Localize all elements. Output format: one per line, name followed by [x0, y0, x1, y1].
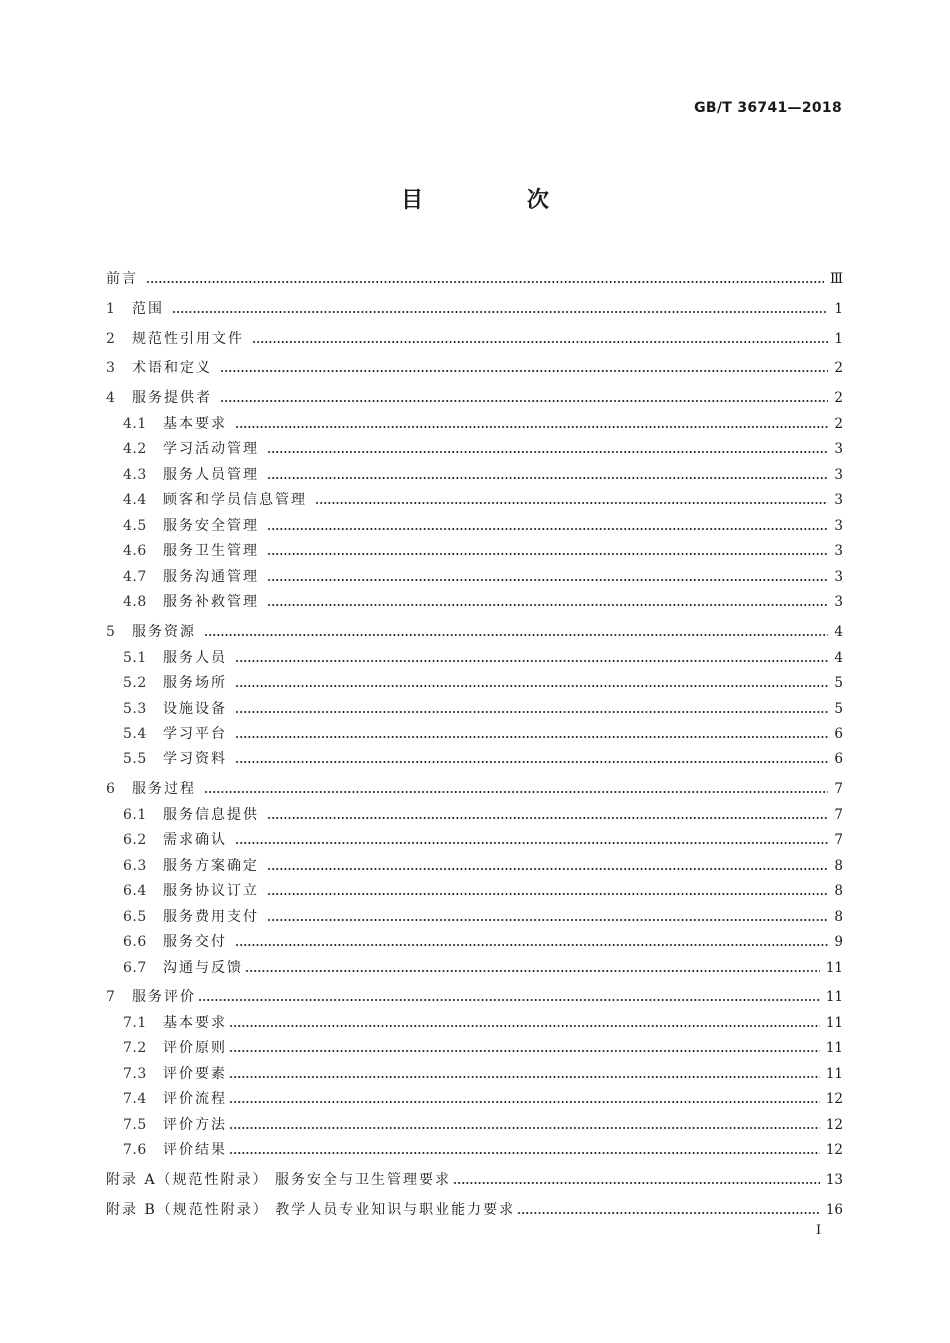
dot-leader: [267, 893, 828, 895]
toc-entry-title: 术语和定义: [132, 360, 212, 376]
toc-entry-number: 4.4: [123, 492, 147, 508]
toc-entry-number: 6: [106, 781, 116, 797]
dot-leader: [267, 477, 828, 479]
toc-entry-page: 12: [825, 1142, 843, 1158]
toc-entry[interactable]: [106, 957, 843, 979]
toc-entry-page: 1: [834, 331, 843, 347]
toc-entry-title: 服务提供者: [132, 390, 212, 406]
toc-entry-page: 2: [834, 390, 843, 406]
toc-entry-number: 5.3: [123, 701, 147, 717]
toc-entry-number: 5.1: [123, 650, 147, 666]
toc-entry-number: 5.5: [123, 751, 147, 767]
toc-entry-number: 4.3: [123, 467, 147, 483]
toc-entry-title: 基本要求: [163, 1015, 227, 1031]
toc-entry-page: 11: [825, 1015, 843, 1031]
toc-entry[interactable]: [106, 1037, 843, 1059]
dot-leader: [204, 791, 828, 793]
toc-entry-number: 4: [106, 390, 116, 406]
toc-entry-title: 服务人员: [163, 650, 227, 666]
toc-entry[interactable]: [106, 880, 843, 902]
toc-entry-page: 12: [825, 1117, 843, 1133]
toc-entry-title: 服务场所: [163, 675, 227, 691]
dot-leader: [229, 1025, 820, 1027]
dot-leader: [235, 944, 828, 946]
toc-entry-title: 服务资源: [132, 624, 196, 640]
toc-entry-number: 1: [106, 301, 116, 317]
toc-entry-number: 6.2: [123, 832, 147, 848]
dot-leader: [245, 970, 820, 972]
dot-leader: [267, 553, 828, 555]
toc-entry-page: 3: [834, 594, 843, 610]
toc-entry-page: 3: [834, 518, 843, 534]
dot-leader: [235, 761, 828, 763]
dot-leader: [315, 502, 828, 504]
toc-entry[interactable]: [106, 829, 843, 851]
toc-entry[interactable]: [106, 698, 843, 720]
toc-entry-number: 4.6: [123, 543, 147, 559]
toc-entry-title: 范围: [132, 301, 164, 317]
dot-leader: [267, 528, 828, 530]
toc-entry-page: 11: [825, 960, 843, 976]
toc-entry-number: 5.4: [123, 726, 147, 742]
dot-leader: [198, 999, 820, 1001]
toc-entry[interactable]: [106, 855, 843, 877]
toc-entry-title: 服务交付: [163, 934, 227, 950]
dot-leader: [235, 426, 828, 428]
toc-entry-page: 9: [834, 934, 843, 950]
dot-leader: [267, 817, 828, 819]
toc-entry-title: 附录 B（规范性附录） 教学人员专业知识与职业能力要求: [106, 1202, 516, 1218]
toc-entry-number: 4.8: [123, 594, 147, 610]
toc-entry-title: 服务安全管理: [163, 518, 259, 534]
toc-entry-page: 8: [834, 909, 843, 925]
toc-entry-title: 设施设备: [163, 701, 227, 717]
toc-entry-number: 4.5: [123, 518, 147, 534]
toc-entry-title: 评价流程: [163, 1091, 227, 1107]
toc-entry-page: 3: [834, 543, 843, 559]
toc-entry-number: 7.2: [123, 1040, 147, 1056]
toc-entry-number: 6.4: [123, 883, 147, 899]
dot-leader: [267, 604, 828, 606]
toc-entry-title: 前言: [106, 271, 138, 287]
toc-entry-number: 6.7: [123, 960, 147, 976]
toc-entry-title: 附录 A（规范性附录） 服务安全与卫生管理要求: [106, 1172, 452, 1188]
toc-entry[interactable]: [106, 413, 843, 435]
toc-entry-title: 基本要求: [163, 416, 227, 432]
toc-entry-page: 7: [834, 807, 843, 823]
dot-leader: [229, 1076, 820, 1078]
toc-entry-title: 服务费用支付: [163, 909, 259, 925]
dot-leader: [235, 711, 828, 713]
toc-entry-number: 5.2: [123, 675, 147, 691]
standard-number: GB/T 36741—2018: [694, 100, 842, 116]
toc-entry[interactable]: [106, 1199, 843, 1221]
toc-entry-number: 7.6: [123, 1142, 147, 1158]
toc-entry[interactable]: [106, 748, 843, 770]
toc-entry-title: 规范性引用文件: [132, 331, 244, 347]
toc-entry-title: 服务信息提供: [163, 807, 259, 823]
toc-entry[interactable]: [106, 804, 843, 826]
toc-entry-number: 5: [106, 624, 116, 640]
dot-leader: [229, 1050, 820, 1052]
toc-entry-page: 12: [825, 1091, 843, 1107]
toc-entry[interactable]: [106, 438, 843, 460]
toc-entry-page: 6: [834, 751, 843, 767]
toc-entry-title: 评价结果: [163, 1142, 227, 1158]
toc-entry[interactable]: [106, 268, 843, 290]
toc-entry[interactable]: [106, 464, 843, 486]
toc-entry-page: 4: [834, 624, 843, 640]
toc-entry-page: 3: [834, 467, 843, 483]
toc-entry-number: 6.6: [123, 934, 147, 950]
toc-entry[interactable]: [106, 566, 843, 588]
dot-leader: [252, 341, 828, 343]
toc-entry-title: 服务补救管理: [163, 594, 259, 610]
toc-entry-title: 服务协议订立: [163, 883, 259, 899]
toc-entry[interactable]: [106, 647, 843, 669]
toc-entry[interactable]: [106, 328, 843, 350]
toc-entry-title: 学习资料: [163, 751, 227, 767]
toc-entry-page: 2: [834, 416, 843, 432]
toc-entry-title: 服务人员管理: [163, 467, 259, 483]
toc-entry-page: 8: [834, 883, 843, 899]
toc-entry[interactable]: [106, 298, 843, 320]
toc-entry-title: 学习活动管理: [163, 441, 259, 457]
dot-leader: [229, 1101, 820, 1103]
toc-entry-title: 服务评价: [132, 989, 196, 1005]
toc-entry-page: 3: [834, 569, 843, 585]
toc-entry-page: 7: [834, 781, 843, 797]
dot-leader: [267, 919, 828, 921]
dot-leader: [220, 370, 828, 372]
toc-entry[interactable]: [106, 515, 843, 537]
toc-entry[interactable]: [106, 1114, 843, 1136]
toc-entry[interactable]: [106, 906, 843, 928]
toc-entry-number: 7.1: [123, 1015, 147, 1031]
toc-entry-number: 6.1: [123, 807, 147, 823]
toc-entry-page: 5: [834, 701, 843, 717]
toc-entry[interactable]: [106, 1088, 843, 1110]
dot-leader: [229, 1127, 820, 1129]
toc-entry-number: 4.1: [123, 416, 147, 432]
toc-entry[interactable]: [106, 621, 843, 643]
toc-entry-page: 2: [834, 360, 843, 376]
toc-entry-title: 需求确认: [163, 832, 227, 848]
toc-entry-page: 7: [834, 832, 843, 848]
toc-entry[interactable]: [106, 489, 843, 511]
toc-entry-title: 服务沟通管理: [163, 569, 259, 585]
toc-entry[interactable]: [106, 387, 843, 409]
toc-entry[interactable]: [106, 778, 843, 800]
dot-leader: [235, 842, 828, 844]
toc-entry-page: 5: [834, 675, 843, 691]
toc-entry[interactable]: [106, 1012, 843, 1034]
toc-entry-number: 7.4: [123, 1091, 147, 1107]
toc-entry-page: Ⅲ: [829, 271, 843, 287]
page-title: 目 次: [401, 188, 597, 213]
toc-entry[interactable]: [106, 1169, 843, 1191]
toc-entry-title: 服务卫生管理: [163, 543, 259, 559]
toc-entry-number: 4.2: [123, 441, 147, 457]
toc-entry[interactable]: [106, 357, 843, 379]
toc-entry-page: 3: [834, 492, 843, 508]
toc-entry[interactable]: [106, 591, 843, 613]
toc-entry-title: 顾客和学员信息管理: [163, 492, 307, 508]
dot-leader: [517, 1212, 820, 1214]
toc-entry-page: 11: [825, 1040, 843, 1056]
toc-entry-title: 评价原则: [163, 1040, 227, 1056]
toc-entry[interactable]: [106, 1139, 843, 1161]
toc-entry-title: 服务过程: [132, 781, 196, 797]
toc-entry-number: 6.3: [123, 858, 147, 874]
toc-entry-page: 4: [834, 650, 843, 666]
toc-entry[interactable]: [106, 931, 843, 953]
toc-entry-page: 8: [834, 858, 843, 874]
toc-entry-title: 评价要素: [163, 1066, 227, 1082]
toc-entry-page: 1: [834, 301, 843, 317]
dot-leader: [267, 868, 828, 870]
dot-leader: [235, 685, 828, 687]
toc-entry-number: 6.5: [123, 909, 147, 925]
toc-entry[interactable]: [106, 986, 843, 1008]
toc-entry-number: 4.7: [123, 569, 147, 585]
toc-entry-page: 11: [825, 1066, 843, 1082]
toc-entry-page: 6: [834, 726, 843, 742]
toc-entry-number: 7: [106, 989, 116, 1005]
dot-leader: [235, 736, 828, 738]
dot-leader: [204, 634, 828, 636]
toc-entry-number: 2: [106, 331, 116, 347]
toc-entry-number: 7.5: [123, 1117, 147, 1133]
toc-entry-page: 3: [834, 441, 843, 457]
toc-entry-page: 11: [825, 989, 843, 1005]
toc-entry-title: 学习平台: [163, 726, 227, 742]
dot-leader: [220, 400, 828, 402]
toc-entry[interactable]: [106, 672, 843, 694]
toc-entry-page: 16: [825, 1202, 843, 1218]
dot-leader: [146, 281, 824, 283]
dot-leader: [267, 579, 828, 581]
dot-leader: [453, 1182, 820, 1184]
page-number: I: [816, 1223, 822, 1238]
toc-entry[interactable]: [106, 1063, 843, 1085]
toc-entry-title: 服务方案确定: [163, 858, 259, 874]
toc-entry-number: 3: [106, 360, 116, 376]
toc-entry[interactable]: [106, 723, 843, 745]
toc-entry-title: 评价方法: [163, 1117, 227, 1133]
toc-entry-number: 7.3: [123, 1066, 147, 1082]
dot-leader: [229, 1152, 820, 1154]
dot-leader: [267, 451, 828, 453]
dot-leader: [172, 311, 828, 313]
toc-entry-title: 沟通与反馈: [163, 960, 243, 976]
dot-leader: [235, 660, 828, 662]
toc-entry[interactable]: [106, 540, 843, 562]
toc-entry-page: 13: [825, 1172, 843, 1188]
